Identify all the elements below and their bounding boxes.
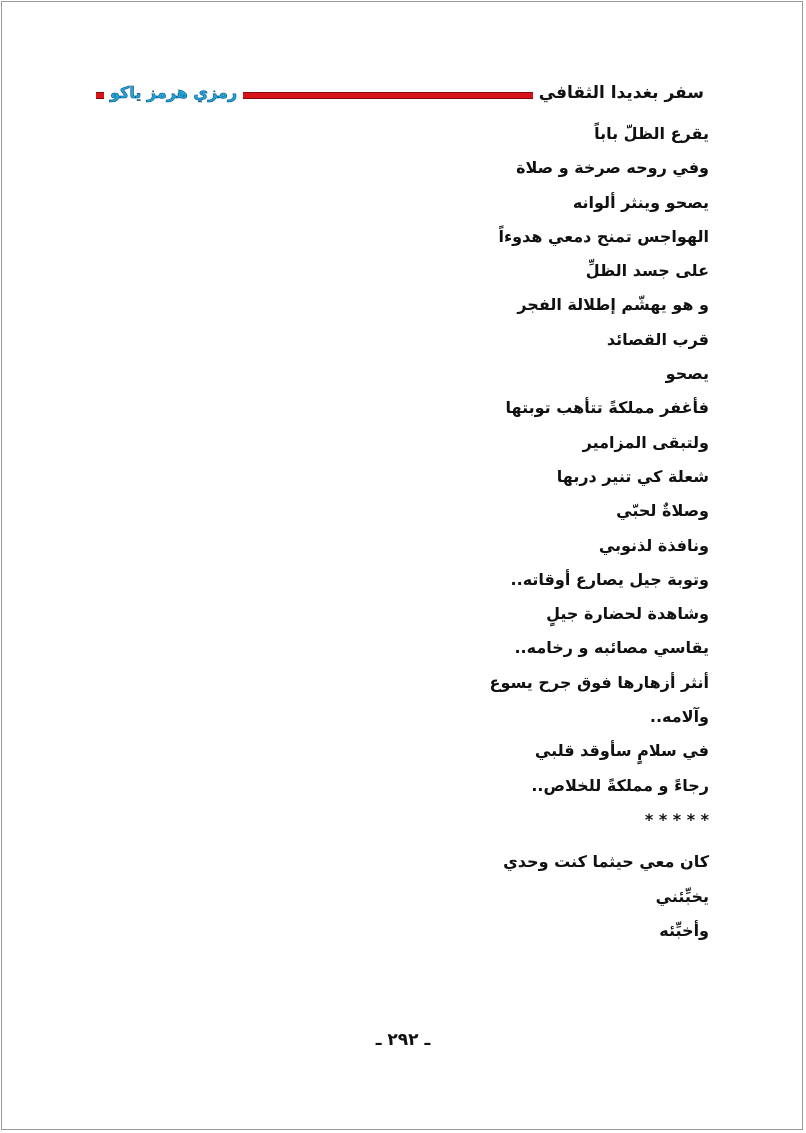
poem-stanza-2 (149, 845, 709, 948)
poem-line: وأخبِّئه (659, 920, 709, 940)
poem-line: أنثر أزهارها فوق جرح يسوع (489, 672, 709, 692)
poem-line: فأغفر مملكةً تتأهب توبتها (505, 398, 709, 418)
page-number: ـ ٢٩٢ ـ (375, 1030, 431, 1050)
poem-line: وفي روحه صرخة و صلاة (516, 158, 709, 178)
poem-line: شعلة كي تنير دربها (556, 466, 709, 486)
poem-line: رجاءً و مملكةً للخلاص.. (531, 775, 709, 795)
poem-stanza-1 (149, 117, 709, 837)
poem-line: في سلامٍ سأوقد قلبي (534, 741, 709, 761)
poem-line: ونافذة لذنوبي (598, 535, 709, 555)
running-header (96, 80, 710, 112)
poem-line: و هو يهشّم إطلالة الفجر (517, 295, 709, 315)
poem-line: وآلامه.. (649, 707, 709, 727)
poem-line: وتوبة جيل يصارع أوقاته.. (510, 569, 709, 589)
poem-line: وصلاةٌ لحبّي (616, 501, 709, 521)
poem-line: يصحو وينثر ألوانه (572, 192, 709, 212)
poem-body (149, 117, 709, 948)
poem-line: يصحو (665, 364, 709, 384)
poem-line: يخبِّئني (655, 886, 709, 906)
poem-line: ولتبقى المزامير (582, 432, 709, 452)
poem-line: كان معي حيثما كنت وحدي (503, 852, 709, 872)
poem-line: وشاهدة لحضارة جيلٍ (546, 604, 709, 624)
poem-line: على جسد الظلِّ (585, 261, 709, 281)
poem-line: يقاسي مصائبه و رخامه.. (514, 638, 709, 658)
poem-line: قرب القصائد (606, 329, 709, 349)
stanza-gap (149, 837, 709, 845)
poem-line: الهواجس تمنح دمعي هدوءاً (498, 226, 709, 246)
header-book-title: سفر بغديدا الثقافي (533, 80, 710, 106)
poem-line: * * * * * (644, 809, 709, 829)
poem-line: يقرع الظلّ باباً (594, 124, 709, 143)
header-author-name: رمزي هرمز ياكو (104, 80, 243, 106)
